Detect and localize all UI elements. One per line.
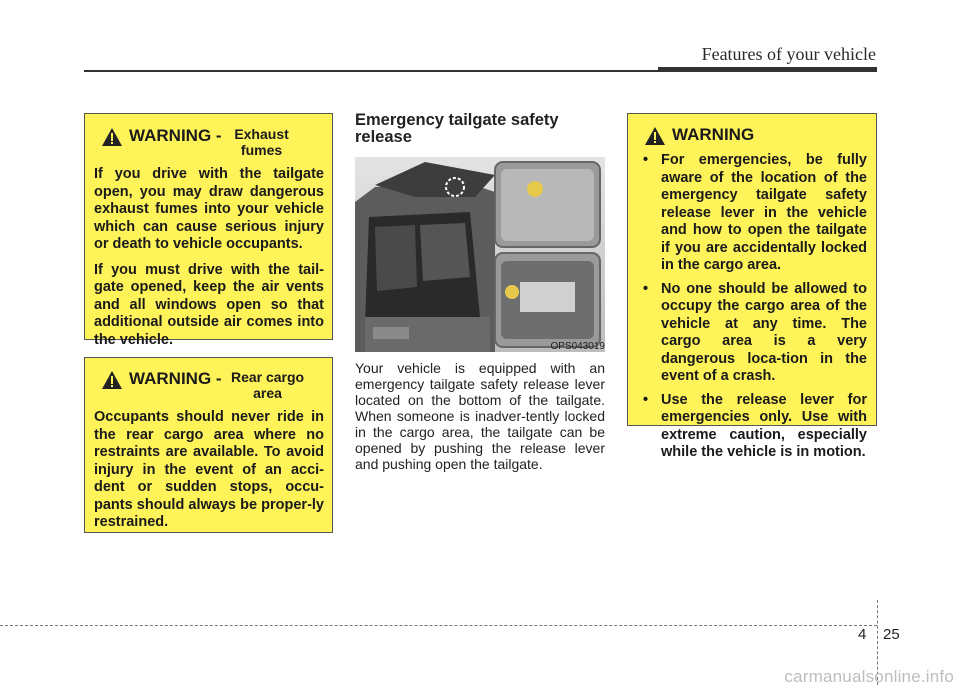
warning-bullet: • Use the release lever for emergencies only. Use with extreme caution, especially while the vehicle is in motion. bbox=[637, 392, 867, 462]
warning-paragraph: If you drive with the tailgate open, you may draw dangerous exhaust fumes into your vehicle which can cause serious injury or death to vehicle occupants. bbox=[94, 166, 324, 252]
header-rule-accent bbox=[658, 67, 877, 72]
warning-triangle-icon bbox=[101, 127, 123, 147]
warning-bullet-list bbox=[637, 152, 867, 462]
chapter-number: 4 bbox=[858, 626, 867, 643]
warning-bullet: • For emergencies, be fully aware of the location of the emergency tailgate safety release lever in the vehicle and how to open the tailgate if you are accidentally locked in the cargo area. bbox=[637, 152, 867, 275]
warning-exhaust-box bbox=[84, 113, 333, 348]
section-body: Your vehicle is equipped with an emergency tailgate safety release lever located on the bottom of the tailgate. When someone is inadver-tently locked in the cargo area, the tailgate can be opened by pushing the release lever and pushing open the tailgate. bbox=[355, 360, 605, 472]
watermark: carmanualsonline.info bbox=[784, 667, 954, 686]
warning-label: WARNING - bbox=[129, 126, 222, 145]
warning-paragraph: If you must drive with the tail-gate opened, keep the air vents and all windows open so that additional outside air comes into the vehicle. bbox=[94, 261, 324, 348]
tailgate-release-figure bbox=[355, 157, 605, 352]
warning-subtitle: Rear cargo area bbox=[230, 369, 305, 401]
page-number: 25 bbox=[883, 626, 900, 643]
figure-code: OPS043019 bbox=[550, 341, 605, 352]
warning-cargo-box bbox=[84, 357, 333, 533]
footer-rule bbox=[0, 625, 877, 626]
warning-release-box bbox=[627, 113, 877, 460]
page-header-title: Features of your vehicle bbox=[701, 44, 876, 64]
section-title: Emergency tailgate safety release bbox=[355, 111, 559, 146]
tailgate-illustration bbox=[355, 157, 605, 352]
warning-paragraph: Occupants should never ride in the rear cargo area where no restraints are available. To avoid injury in the event of an acci-dent or sudden stops, occu-pants should always be proper-ly restrained. bbox=[94, 409, 324, 530]
warning-triangle-icon bbox=[644, 126, 666, 146]
warning-label: WARNING bbox=[672, 125, 755, 144]
warning-bullet: • No one should be allowed to occupy the cargo area of the vehicle at any time. The cargo area is a very dangerous loca-tion in the event of a crash. bbox=[637, 281, 867, 386]
warning-triangle-icon bbox=[101, 370, 123, 390]
warning-subtitle: Exhaust fumes bbox=[234, 126, 289, 158]
warning-label: WARNING - bbox=[129, 369, 222, 388]
